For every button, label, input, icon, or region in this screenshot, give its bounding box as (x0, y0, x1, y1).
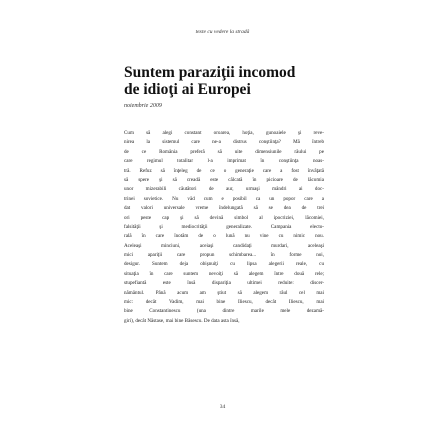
body-line: unor mizerabili căutători de aur, urmaşi mândri ai doc- (124, 186, 324, 193)
body-line: bine Constantinescu (una dintre marile mele dezamă- (124, 308, 324, 315)
body-line: nământul. Până acum am ştiut să alegem răul cel mai (124, 289, 324, 296)
body-line: care regimul totalitar l-a imprimat în conştiinţa noas- (124, 158, 324, 165)
article-body (124, 129, 324, 326)
article-date: noiembrie 2009 (124, 103, 162, 109)
body-line: de ce România preferă să uite dimensiunile răului pe (124, 148, 324, 155)
body-line: mici apariţii care propun schimbarea... în forme noi, (124, 252, 324, 259)
page-number: 34 (219, 404, 226, 410)
body-line: trinei sovietice. Nu văd cum e posibil ca un popor care a (124, 195, 324, 202)
body-line: falsităţii şi mediocrităţii generalizate. Campania electo- (124, 223, 324, 230)
body-line: rală în care înotăm de o lună nu vine cu nimic nou. (124, 233, 324, 240)
body-line: ori peste cap şi să devină simbol al ipocriziei, lăcomiei, (124, 214, 324, 221)
article-title-line-1: Suntem paraziţii incomod (124, 64, 296, 81)
body-line: stupefiantă este însă dispariţia ultimei reduite: discer- (124, 280, 324, 287)
body-line: tră. Refuz să înţeleg de ce o generaţie care a fost învăţată (124, 167, 324, 174)
body-line: nirea la sistemul care ne-a distrus conştiinţa? Mă întreb (124, 139, 324, 146)
body-line: dat valori universale vreme îndelungată să se dea de trei (124, 205, 324, 212)
article-title-line-2: de idioţi ai Europei (124, 81, 251, 98)
body-line: giri), decât Năstase, mai bine Băsescu. De data asta însă, (124, 317, 240, 324)
body-line: mic: decât Vadim, mai bine Iliescu, decât Iliescu, mai (124, 299, 324, 306)
body-line: situaţia în care suntem nevoiţi să alegem între două rele; (124, 270, 324, 277)
body-line: să spere şi să creadă este călcată în picioare de lăcomia (124, 176, 324, 183)
body-line: Aceleaşi minciuni, aceiaşi candidaţi murdari, aceleaşi (124, 242, 324, 249)
article-title (124, 64, 364, 98)
running-head: texte cu vedere la stradă (195, 29, 250, 35)
body-line: Cum să alegi constant oroarea, hoţia, gunoaiele şi reve- (124, 130, 324, 136)
body-line: desigur. Suntem deja obişnuiţi cu lipsa alegerii reale, cu (124, 261, 324, 268)
